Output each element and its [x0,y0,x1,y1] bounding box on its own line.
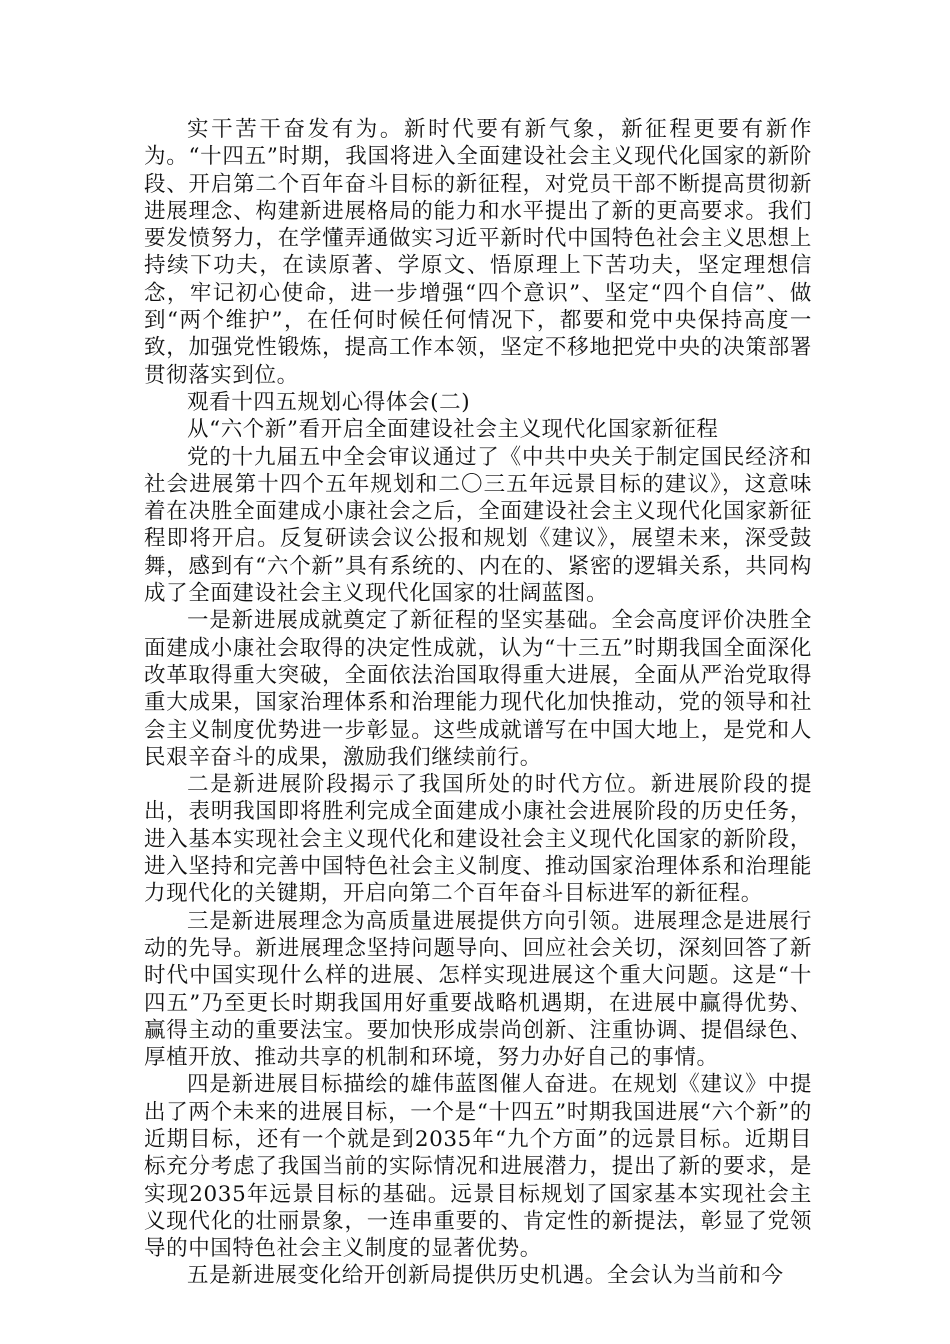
paragraph-point-3: 三是新进展理念为高质量进展提供方向引领。进展理念是进展行动的先导。新进展理念坚持问题导向、回应社会关切，深刻回答了新时代中国实现什么样的进展、怎样实现进展这个重大问题。这是“十四五”乃至更长时期我国用好重要战略机遇期，在进展中赢得优势、赢得主动的重要法宝。要加快形成崇尚创新、注重协调、提倡绿色、厚植开放、推动共享的机制和环境，努力办好自己的事情。 [144,908,812,1071]
paragraph-point-2: 二是新进展阶段揭示了我国所处的时代方位。新进展阶段的提出，表明我国即将胜利完成全面建成小康社会进展阶段的历史任务，进入基本实现社会主义现代化和建设社会主义现代化国家的新阶段，进入坚持和完善中国特色社会主义制度、推动国家治理体系和治理能力现代化的关键期，开启向第二个百年奋斗目标进军的新征程。 [144,772,812,907]
paragraph-closing: 实干苦干奋发有为。新时代要有新气象，新征程更要有新作为。“十四五”时期，我国将进入全面建设社会主义现代化国家的新阶段、开启第二个百年奋斗目标的新征程，对党员干部不断提高贯彻新进展理念、构建新进展格局的能力和水平提出了新的更高要求。我们要发愤努力，在学懂弄通做实习近平新时代中国特色社会主义思想上持续下功夫，在读原著、学原文、悟原理上下苦功夫，坚定理想信念，牢记初心使命，进一步增强“四个意识”、坚定“四个自信”、做到“两个维护”，在任何时候任何情况下，都要和党中央保持高度一致，加强党性锻炼，提高工作本领，坚定不移地把党中央的决策部署贯彻落实到位。 [144,117,812,388]
section-subheading: 从“六个新”看开启全面建设社会主义现代化国家新征程 [187,417,719,443]
paragraph-point-4: 四是新进展目标描绘的雄伟蓝图催人奋进。在规划《建议》中提出了两个未来的进展目标，一个是“十四五”时期我国进展“六个新”的近期目标，还有一个就是到2035年“九个方面”的远景目标。近期目标充分考虑了我国当前的实际情况和进展潜力，提出了新的要求，是实现2035年远景目标的基础。远景目标规划了国家基本实现社会主义现代化的壮丽景象，一连串重要的、肯定性的新提法，彰显了党领导的中国特色社会主义制度的显著优势。 [144,1072,812,1262]
document-body [144,116,812,1290]
paragraph-point-1: 一是新进展成就奠定了新征程的坚实基础。全会高度评价决胜全面建成小康社会取得的决定性成就，认为“十三五”时期我国全面深化改革取得重大突破，全面依法治国取得重大进展，全面从严治党取得重大成果，国家治理体系和治理能力现代化加快推动，党的领导和社会主义制度优势进一步彰显。这些成就谱写在中国大地上，是党和人民艰辛奋斗的成果，激励我们继续前行。 [144,608,812,770]
paragraph-point-5: 五是新进展变化给开创新局提供历史机遇。全会认为当前和今 [187,1263,784,1289]
paragraph-intro: 党的十九届五中全会审议通过了《中共中央关于制定国民经济和社会进展第十四个五年规划和二〇三五年远景目标的建议》，这意味着在决胜全面建成小康社会之后，全面建设社会主义现代化国家新征程即将开启。反复研读会议公报和规划《建议》，展望未来，深受鼓舞，感到有“六个新”具有系统的、内在的、紧密的逻辑关系，共同构成了全面建设社会主义现代化国家的壮阔蓝图。 [144,444,812,607]
section-heading: 观看十四五规划心得体会(二) [187,389,471,415]
